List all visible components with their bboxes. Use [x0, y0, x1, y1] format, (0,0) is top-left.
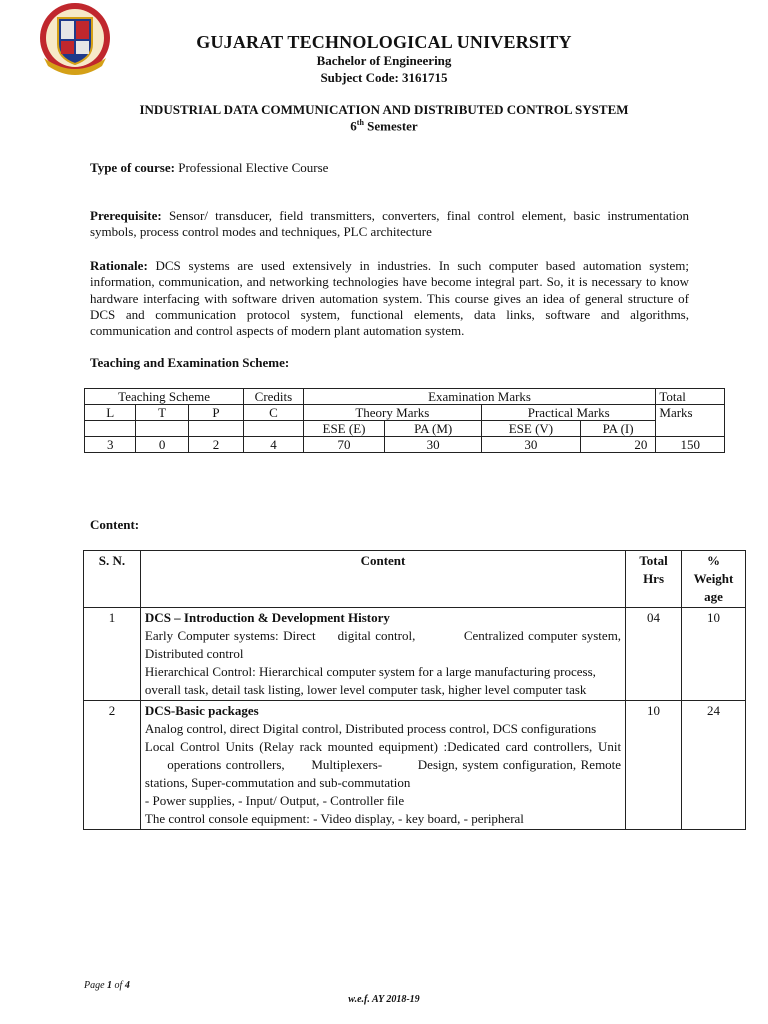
practical-marks-header: Practical Marks [482, 405, 656, 421]
content-header: Content [140, 551, 625, 608]
pa-i-value: 20 [580, 437, 656, 453]
university-name: GUJARAT TECHNOLOGICAL UNIVERSITY [196, 32, 572, 52]
hrs-header: Total Hrs [626, 551, 682, 608]
row-title: DCS-Basic packages [144, 703, 259, 718]
semester [0, 118, 768, 134]
course-type-label: Type of course: [90, 160, 175, 175]
weight-header: % Weight age [682, 551, 746, 608]
l-value: 3 [85, 437, 136, 453]
exam-marks-header: Examination Marks [303, 389, 656, 405]
teaching-scheme-header: Teaching Scheme [85, 389, 244, 405]
content-table [83, 550, 746, 830]
row-line: The control console equipment: - Video display, - key board, - peripheral [144, 811, 524, 826]
course-type-value: Professional Elective Course [174, 160, 329, 175]
t-header: T [136, 405, 188, 421]
c-value: 4 [244, 437, 303, 453]
rationale [90, 258, 689, 339]
content-heading: Content: [90, 517, 140, 532]
ese-e-value: 70 [303, 437, 385, 453]
ese-v-value: 30 [482, 437, 581, 453]
semester-number: 6 [350, 118, 357, 134]
course-title: INDUSTRIAL DATA COMMUNICATION AND DISTRIBUTED CONTROL SYSTEM [139, 102, 629, 117]
rationale-text: DCS systems are used extensively in industries. In such computer based automation system; information, communication, and networking technologies have become integral part. So, it is necessary to know hardware interfacing with software driven automation system. This course gives an idea of general structure of DCS and communication protocol system, functional elements, data links, software and algorithms, communication and control aspects of modern plant automation system. [90, 258, 689, 339]
row-weight: 10 [682, 608, 746, 701]
semester-word: Semester [363, 118, 418, 134]
effective-year: w.e.f. AY 2018-19 [348, 994, 420, 1005]
degree: Bachelor of Engineering [316, 53, 452, 68]
semester-suffix: th [356, 118, 364, 127]
row-content [140, 608, 625, 701]
total-header: Total [656, 389, 725, 405]
p-value: 2 [188, 437, 243, 453]
table-row [84, 608, 746, 701]
row-sn: 2 [84, 701, 141, 830]
rationale-label: Rationale: [90, 258, 148, 273]
scheme-heading: Teaching and Examination Scheme: [90, 355, 290, 370]
row-line: Hierarchical Control: Hierarchical computer system for a large manufacturing process, overall task, detail task listing, lower level computer task, higher level computer task [144, 664, 596, 697]
marks-header: Marks [656, 405, 725, 437]
pa-i-header: PA (I) [580, 421, 656, 437]
pa-m-header: PA (M) [385, 421, 482, 437]
row-hrs: 10 [626, 701, 682, 830]
prerequisite-text: Sensor/ transducer, field transmitters, converters, final control element, basic instrumentation symbols, process control modes and techniques, PLC architecture [90, 208, 689, 240]
l-header: L [85, 405, 136, 421]
row-weight: 24 [682, 701, 746, 830]
course-type [90, 160, 689, 176]
p-header: P [188, 405, 243, 421]
row-line: Local Control Units (Relay rack mounted equipment) :Dedicated card controllers, Unit operations controllers, Multiplexers- Design, system configuration, Remote stations, Super-commutation and sub-commutation [144, 739, 622, 790]
prerequisite [90, 208, 689, 241]
row-line: Analog control, direct Digital control, Distributed process control, DCS configurations [144, 721, 597, 736]
page-number: Page 1 of 4 [84, 980, 130, 991]
row-hrs: 04 [626, 608, 682, 701]
ese-e-header: ESE (E) [303, 421, 385, 437]
ese-v-header: ESE (V) [482, 421, 581, 437]
total-value: 150 [656, 437, 725, 453]
pa-m-value: 30 [385, 437, 482, 453]
row-title: DCS – Introduction & Development History [144, 610, 390, 625]
row-sn: 1 [84, 608, 141, 701]
sn-header: S. N. [84, 551, 141, 608]
credits-header: Credits [244, 389, 303, 405]
c-header: C [244, 405, 303, 421]
row-content [140, 701, 625, 830]
t-value: 0 [136, 437, 188, 453]
row-line: Early Computer systems: Direct digital control, Centralized computer system, Distributed control [144, 628, 622, 661]
theory-marks-header: Theory Marks [303, 405, 481, 421]
prerequisite-label: Prerequisite: [90, 208, 162, 223]
teaching-exam-scheme-table [84, 388, 725, 453]
row-line: - Power supplies, - Input/ Output, - Controller file [144, 793, 405, 808]
table-row [84, 701, 746, 830]
subject-code: Subject Code: 3161715 [320, 70, 448, 85]
